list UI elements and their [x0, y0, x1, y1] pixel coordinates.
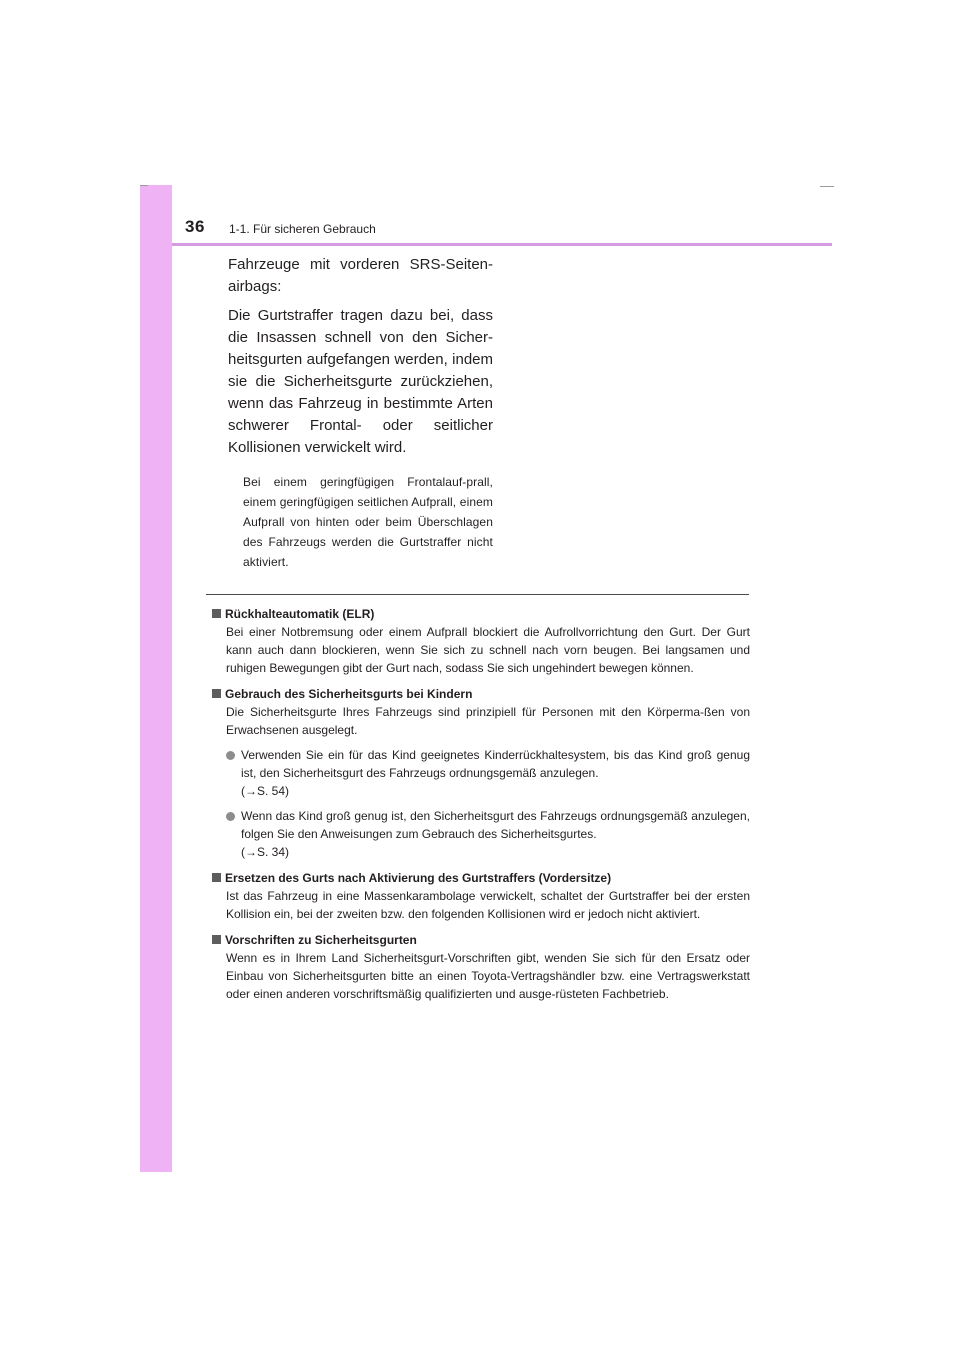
circle-bullet-icon	[226, 751, 235, 760]
note-title: Rückhalteautomatik (ELR)	[225, 607, 375, 621]
note-title: Gebrauch des Sicherheitsgurts bei Kindern	[225, 687, 473, 701]
note-body: Die Sicherheitsgurte Ihres Fahrzeugs sind prinzipiell für Personen mit den Körperma-ßen von Erwachsenen ausgelegt.	[226, 705, 750, 737]
square-bullet-icon	[212, 873, 221, 882]
lead-paragraph-1: Fahrzeuge mit vorderen SRS-Seiten-airbags:	[228, 256, 493, 295]
note-title: Vorschriften zu Sicherheitsgurten	[225, 933, 417, 947]
note-title: Ersetzen des Gurts nach Aktivierung des Gurtstraffers (Vordersitze)	[225, 871, 612, 885]
chapter-sidebar-tab	[140, 185, 172, 1172]
note-elr	[212, 605, 750, 677]
page-reference-link[interactable]: (→S. 34)	[241, 845, 290, 859]
notes-section	[212, 605, 750, 1011]
square-bullet-icon	[212, 609, 221, 618]
bullet-text: Wenn das Kind groß genug ist, den Sicherheitsgurt des Fahrzeugs ordnungsgemäß anzulegen, folgen Sie den Anweisungen zum Gebrauch des Sicherheitsgurtes.	[241, 809, 750, 841]
bullet-text: Verwenden Sie ein für das Kind geeignetes Kinderrückhaltesystem, bis das Kind groß genug ist, den Sicherheitsgurt des Fahrzeugs ordnungsgemäß anzulegen.	[241, 748, 750, 780]
square-bullet-icon	[212, 935, 221, 944]
note-children	[212, 685, 750, 861]
circle-bullet-icon	[226, 812, 235, 821]
page-reference-link[interactable]: (→S. 54)	[241, 784, 290, 798]
note-regulations	[212, 931, 750, 1003]
page-number: 36	[185, 217, 205, 236]
section-divider	[206, 594, 749, 595]
note-body: Wenn es in Ihrem Land Sicherheitsgurt-Vorschriften gibt, wenden Sie sich für den Ersatz oder Einbau von Sicherheitsgurten bitte an einen Toyota-Vertragshändler bzw. eine Vertragswerkstatt oder einen anderen vorschriftsmäßig qualifizierten und ausge-rüsteten Fachbetrieb.	[226, 951, 750, 1001]
lead-note: Bei einem geringfügigen Frontalauf-prall, einem geringfügigen seitlichen Aufprall, einem Aufprall von hinten oder beim Überschlagen des Fahrzeugs werden die Gurtstraffer nicht aktiviert.	[243, 475, 493, 569]
square-bullet-icon	[212, 689, 221, 698]
crop-mark-left	[140, 185, 148, 186]
note-body: Bei einer Notbremsung oder einem Aufprall blockiert die Aufrollvorrichtung den Gurt. Der Gurt kann auch dann blockieren, wenn Sie sich zu schnell nach vorn beugen. Bei langsamen und ruhigen Bewegungen gibt der Gurt nach, sodass Sie sich ungehindert bewegen können.	[226, 625, 750, 675]
section-title: 1-1. Für sicheren Gebrauch	[229, 222, 376, 236]
lead-paragraph-2: Die Gurtstraffer tragen dazu bei, dass die Insassen schnell von den Sicher-heitsgurten aufgefangen werden, indem sie die Sicherheitsgurte zurückziehen, wenn das Fahrzeug in bestimmte Arten schwerer Frontal- oder seitlicher Kollisionen verwickelt wird.	[228, 307, 493, 456]
lead-text	[228, 254, 493, 466]
header-rule	[172, 243, 832, 246]
list-item	[212, 807, 750, 861]
crop-mark-right	[820, 186, 834, 187]
list-item	[212, 746, 750, 800]
note-body: Ist das Fahrzeug in eine Massenkarambolage verwickelt, schaltet der Gurtstraffer bei der ersten Kollision ein, bei der zweiten bzw. den folgenden Kollisionen wird er jedoch nicht aktiviert.	[226, 889, 750, 921]
note-replace-belt	[212, 869, 750, 923]
